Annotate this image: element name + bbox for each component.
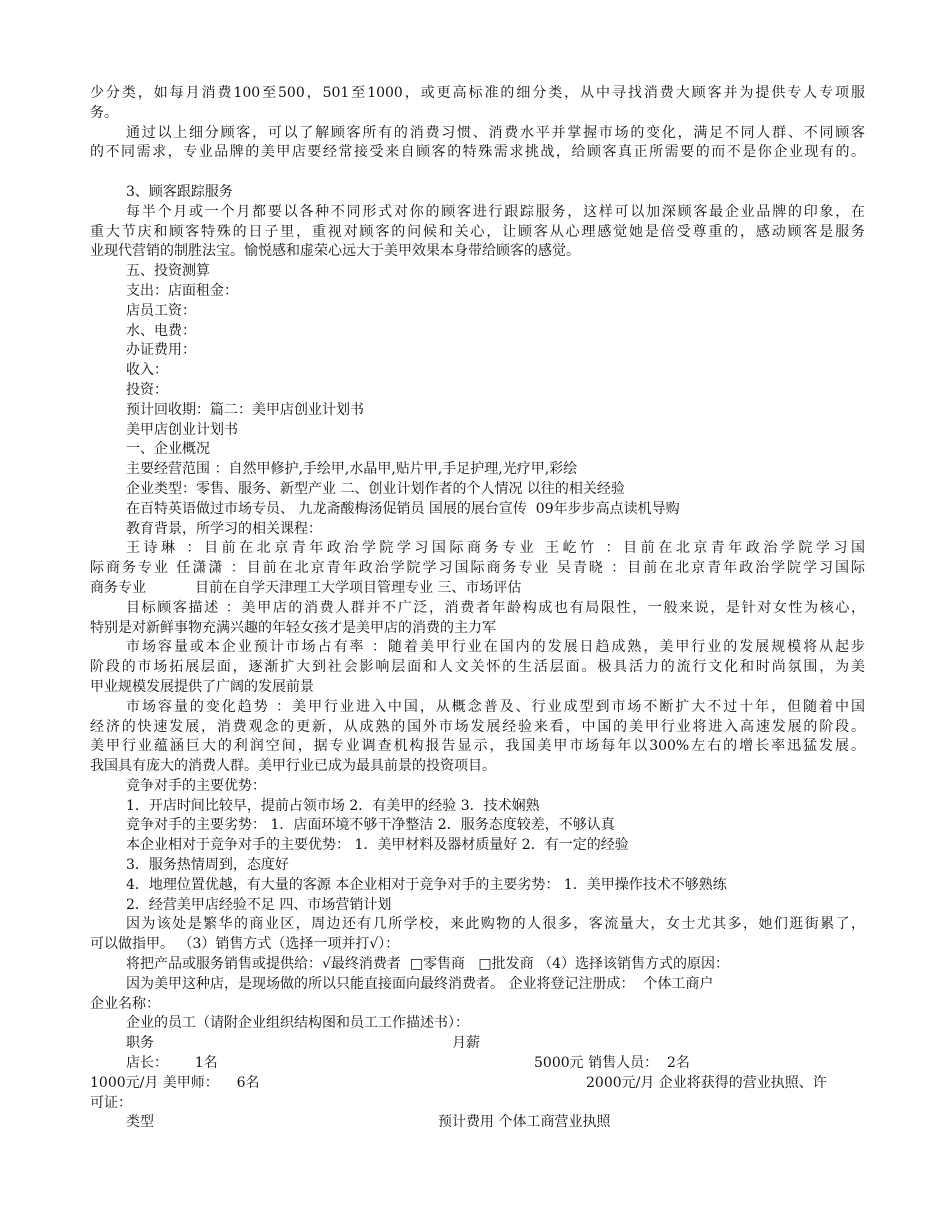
paragraph-line: 主要经营范围 ：自然甲修护,手绘甲,水晶甲,贴片甲,手足护理,光疗甲,彩绘: [126, 461, 578, 478]
paragraph-line: 阶段的市场拓展层面，逐渐扩大到社会影响层面和人文关怀的生活层面。极具活力的流行文化和时尚氛围，为美: [90, 659, 865, 676]
blank-line: [90, 163, 865, 183]
paragraph-line: 可以做指甲。 （3）销售方式（选择一项并打√）：: [90, 936, 400, 953]
paragraph-line: 际商务专业 任潇潇 ：目前在北京青年政治学院学习国际商务专业 吴青晓 ：目前在北京青年政治学院学习国际: [90, 560, 865, 577]
section-heading: 一、企业概况: [126, 441, 210, 458]
paragraph-line: 4．地理位置优越，有大量的客源 本企业相对于竞争对手的主要劣势： 1．美甲操作技术不够熟练: [126, 876, 727, 893]
paragraph-line: 市场容量的变化趋势 ：美甲行业进入中国，从概念普及、行业成型到市场不断扩大不过十年，但随着中国: [126, 698, 865, 715]
paragraph-line: 务。: [90, 104, 118, 121]
table-header-salary: 月薪: [452, 1035, 480, 1052]
section-heading: 3、顾客跟踪服务: [126, 183, 233, 200]
paragraph-line: 竞争对手的主要劣势： 1．店面环境不够干净整洁 2．服务态度较差，不够认真: [126, 817, 615, 834]
license-table-row: [90, 1113, 865, 1133]
form-line: 预计回收期：篇二：美甲店创业计划书: [126, 401, 364, 418]
paragraph-line: 本企业相对于竞争对手的主要优势： 1．美甲材料及器材质量好 2．有一定的经验: [126, 837, 629, 854]
table-cell: 可证：: [90, 1094, 132, 1111]
form-line: 企业的员工（请附企业组织结构图和员工工作描述书）：: [126, 1015, 469, 1032]
form-line: 水、电费：: [126, 322, 196, 339]
paragraph-line: 因为美甲这种店，是现场做的所以只能直接面向最终消费者。 企业将登记注册成： 个体工商户: [126, 975, 714, 992]
section-heading: 五、投资测算: [126, 263, 210, 280]
paragraph-line: 在百特英语做过市场专员、 九龙斋酸梅汤促销员 国展的展台宣传 09年步步高点读机导购: [126, 500, 680, 517]
document-page: [90, 84, 865, 1133]
paragraph-line: 重大节庆和顾客特殊的日子里，重视对顾客的问候和关心，让顾客从心理感觉她是倍受尊重的，感动顾客是服务: [90, 223, 865, 240]
staff-table-header: [90, 1034, 865, 1054]
paragraph-line: 3．服务热情周到，态度好: [126, 857, 289, 874]
paragraph-line: 业现代营销的制胜法宝。愉悦感和虚荣心远大于美甲效果本身带给顾客的感觉。: [90, 243, 580, 260]
paragraph-line: 将把产品或服务销售或提供给：√最终消费者 □零售商 □批发商 （4）选择该销售方式的原因：: [126, 956, 729, 973]
paragraph-line: 我国具有庞大的消费人群。美甲行业已成为最具前景的投资项目。: [90, 758, 496, 775]
paragraph-line: 企业类型：零售、服务、新型产业 二、创业计划作者的个人情况 以往的相关经验: [126, 480, 625, 497]
paragraph-line: 市场容量或本企业预计市场占有率 ：随着美甲行业在国内的发展日趋成熟，美甲行业的发展规模将从起步: [126, 639, 865, 656]
table-cell: 类型: [126, 1114, 154, 1131]
paragraph-line: 2．经营美甲店经验不足 四、市场营销计划: [126, 896, 392, 913]
paragraph-line: 甲业规模发展提供了广阔的发展前景: [90, 678, 314, 695]
paragraph-line: 通过以上细分顾客，可以了解顾客所有的消费习惯、消费水平并掌握市场的变化，满足不同人群、不同顾客: [126, 124, 865, 141]
paragraph-line: 商务专业 目前在自学天津理工大学项目管理专业 三、市场评估: [90, 579, 522, 596]
document-title: 美甲店创业计划书: [126, 421, 238, 438]
paragraph-line: 因为该处是繁华的商业区，周边还有几所学校，来此购物的人很多，客流量大，女士尤其多，她们逛街累了，: [126, 916, 865, 933]
table-cell: 5000元 销售人员： 2名: [534, 1055, 690, 1072]
paragraph-line: 竞争对手的主要优势：: [126, 777, 266, 794]
paragraph-line: 1．开店时间比较早，提前占领市场 2．有美甲的经验 3．技术娴熟: [126, 797, 540, 814]
table-cell: 2000元/月 企业将获得的营业执照、许: [586, 1074, 827, 1091]
form-line: 企业名称：: [90, 995, 160, 1012]
form-line: 支出：店面租金：: [126, 282, 238, 299]
paragraph-line: 少分类，如每月消费100至500，501至1000，或更高标准的细分类，从中寻找消费大顾客并为提供专人专项服: [90, 85, 865, 101]
form-line: 投资：: [126, 381, 168, 398]
table-cell: 预计费用 个体工商营业执照: [438, 1114, 611, 1131]
paragraph-line: 特别是对新鲜事物充满兴趣的年轻女孩才是美甲店的消费的主力军: [90, 619, 496, 636]
form-line: 收入：: [126, 362, 168, 379]
paragraph-line: 教育背景，所学习的相关课程：: [126, 520, 322, 537]
staff-table-row: [90, 1094, 865, 1114]
table-cell: 店长： 1名: [126, 1055, 218, 1072]
staff-table-row: [90, 1074, 865, 1094]
paragraph-line: 王诗琳 ：目前在北京青年政治学院学习国际商务专业 王屹竹 ：目前在北京青年政治学院学习国: [126, 540, 865, 557]
table-header-position: 职务: [126, 1035, 154, 1052]
form-line: 店员工资：: [126, 302, 196, 319]
paragraph-line: 美甲行业蕴涵巨大的利润空间，据专业调查机构报告显示，我国美甲市场每年以300%左右的增长率迅猛发展。: [90, 738, 865, 755]
paragraph-line: 目标顾客描述 ：美甲店的消费人群并不广泛，消费者年龄构成也有局限性，一般来说，是针对女性为核心，: [126, 599, 865, 616]
paragraph-line: 每半个月或一个月都要以各种不同形式对你的顾客进行跟踪服务，这样可以加深顾客最企业品牌的印象，在: [126, 203, 865, 220]
paragraph-line: 的不同需求，专业品牌的美甲店要经常接受来自顾客的特殊需求挑战，给顾客真正所需要的而不是你企业现有的。: [90, 144, 865, 161]
table-cell: 1000元/月 美甲师： 6名: [90, 1074, 260, 1091]
staff-table-row: [90, 1054, 865, 1074]
paragraph-line: 经济的快速发展，消费观念的更新，从成熟的国外市场发展经验来看，中国的美甲行业将进入高速发展的阶段。: [90, 718, 865, 735]
form-line: 办证费用：: [126, 342, 196, 359]
